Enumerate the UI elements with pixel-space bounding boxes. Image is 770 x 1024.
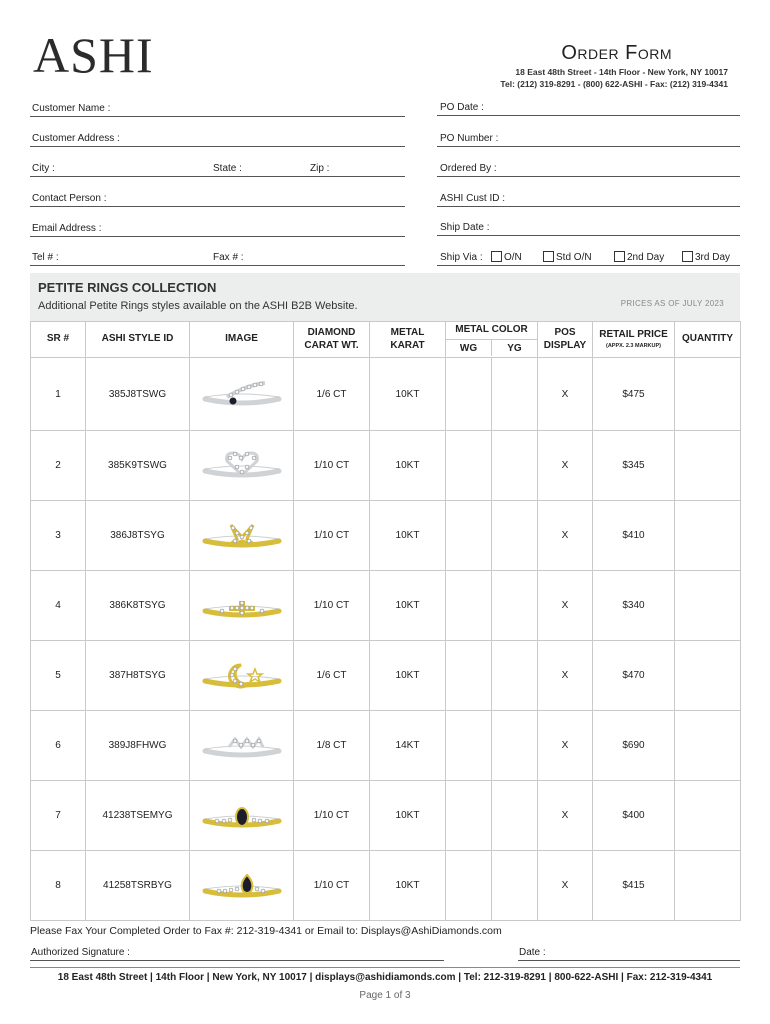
signature-field[interactable] [30, 945, 444, 961]
metal-color-label: METAL COLOR [445, 324, 538, 341]
pear-gem-ring-icon [197, 869, 287, 903]
row-carat: 1/10 CT [294, 781, 370, 851]
row-style-id: 385K9TSWG [86, 431, 190, 501]
footer-contact: 18 East 48th Street | 14th Floor | New York, NY 10017 | displays@ashidiamonds.com | Tel: 212-319-8291 | 800-622-ASHI | Fax: 212-319-4341 [57, 972, 713, 983]
row-pos-display: X [538, 781, 593, 851]
row-karat: 10KT [370, 431, 446, 501]
ordered-by-label: Ordered By : [440, 163, 497, 174]
customer-address-label: Customer Address : [32, 133, 120, 144]
row-sr: 2 [31, 431, 86, 501]
table-row [31, 431, 741, 501]
ordered-by-field[interactable] [437, 157, 740, 177]
header-metal-color [446, 322, 538, 358]
row-wg[interactable] [446, 501, 492, 571]
collection-banner [30, 273, 740, 321]
row-image [190, 851, 294, 921]
table-row [31, 641, 741, 711]
state-label: State : [213, 163, 242, 174]
row-wg[interactable] [446, 641, 492, 711]
row-retail-price: $415 [593, 851, 675, 921]
ashi-cust-id-field[interactable] [437, 187, 740, 207]
po-date-field[interactable] [437, 96, 740, 116]
row-quantity-input[interactable] [675, 711, 741, 781]
header-retail-price: RETAIL PRICE (APPX. 2.3 MARKUP) [593, 322, 675, 358]
row-style-id: 387H8TSYG [86, 641, 190, 711]
signature-label: Authorized Signature : [31, 947, 130, 958]
row-karat: 10KT [370, 501, 446, 571]
checkbox-icon[interactable] [682, 251, 693, 262]
email-label: Email Address : [32, 223, 102, 234]
customer-name-label: Customer Name : [32, 103, 111, 114]
po-number-field[interactable] [437, 127, 740, 147]
row-quantity-input[interactable] [675, 501, 741, 571]
header-sr: SR # [31, 322, 86, 358]
row-image [190, 571, 294, 641]
oval-gem-ring-icon [197, 799, 287, 833]
header-yg: YG [507, 343, 522, 354]
cross-ring-icon [197, 589, 287, 623]
header-image: IMAGE [190, 322, 294, 358]
row-carat: 1/6 CT [294, 641, 370, 711]
company-address: 18 East 48th Street - 14th Floor - New York, NY 10017 [515, 67, 728, 77]
row-pos-display: X [538, 501, 593, 571]
row-pos-display: X [538, 431, 593, 501]
collection-title: PETITE RINGS COLLECTION [38, 280, 217, 295]
row-sr: 8 [31, 851, 86, 921]
fax-label: Fax # : [213, 252, 244, 263]
row-style-id: 386K8TSYG [86, 571, 190, 641]
row-style-id: 386J8TSYG [86, 501, 190, 571]
row-quantity-input[interactable] [675, 851, 741, 921]
row-style-id: 41258TSRBYG [86, 851, 190, 921]
po-number-label: PO Number : [440, 133, 499, 144]
contact-person-label: Contact Person : [32, 193, 107, 204]
row-pos-display: X [538, 641, 593, 711]
table-row [31, 711, 741, 781]
row-sr: 7 [31, 781, 86, 851]
row-retail-price: $345 [593, 431, 675, 501]
row-karat: 10KT [370, 358, 446, 431]
ashi-cust-id-label: ASHI Cust ID : [440, 193, 506, 204]
email-field[interactable] [30, 217, 405, 237]
ship-via-field [437, 246, 740, 266]
po-date-label: PO Date : [440, 102, 484, 113]
tel-label: Tel # : [32, 252, 59, 263]
header-karat: METAL KARAT [370, 322, 446, 358]
row-style-id: 385J8TSWG [86, 358, 190, 431]
row-karat: 10KT [370, 571, 446, 641]
date-label: Date : [519, 947, 546, 958]
row-pos-display: X [538, 711, 593, 781]
row-image [190, 711, 294, 781]
checkbox-icon[interactable] [543, 251, 554, 262]
ship-via-label: Ship Via : [440, 252, 483, 263]
collection-subtitle: Additional Petite Rings styles available on the ASHI B2B Website. [38, 300, 358, 312]
row-sr: 3 [31, 501, 86, 571]
contact-person-field[interactable] [30, 187, 405, 207]
row-retail-price: $400 [593, 781, 675, 851]
row-quantity-input[interactable] [675, 571, 741, 641]
row-karat: 10KT [370, 781, 446, 851]
row-wg[interactable] [446, 781, 492, 851]
row-retail-price: $470 [593, 641, 675, 711]
butterfly-ring-icon [197, 519, 287, 553]
heart-ring-icon [197, 449, 287, 483]
row-retail-price: $475 [593, 358, 675, 431]
row-quantity-input[interactable] [675, 781, 741, 851]
bypass-ring-icon [197, 377, 287, 411]
row-style-id: 389J8FHWG [86, 711, 190, 781]
ship-option-on[interactable]: O/N [491, 251, 522, 263]
row-carat: 1/10 CT [294, 571, 370, 641]
fax-instruction: Please Fax Your Completed Order to Fax #: 212-319-4341 or Email to: Displays@AshiDiamonds.com [30, 925, 502, 937]
row-style-id: 41238TSEMYG [86, 781, 190, 851]
row-retail-price: $340 [593, 571, 675, 641]
ship-option-3rd-day[interactable]: 3rd Day [682, 251, 730, 263]
row-yg[interactable] [492, 358, 538, 431]
header-wg: WG [446, 340, 492, 356]
page-number: Page 1 of 3 [359, 990, 411, 1001]
checkbox-icon[interactable] [491, 251, 502, 262]
row-wg[interactable] [446, 851, 492, 921]
row-image [190, 641, 294, 711]
row-yg[interactable] [492, 641, 538, 711]
city-label: City : [32, 163, 55, 174]
row-carat: 1/10 CT [294, 431, 370, 501]
row-image [190, 781, 294, 851]
row-wg[interactable] [446, 431, 492, 501]
customer-address-field[interactable] [30, 127, 405, 147]
customer-name-field[interactable] [30, 97, 405, 117]
row-yg[interactable] [492, 501, 538, 571]
ship-date-label: Ship Date : [440, 222, 490, 233]
row-quantity-input[interactable] [675, 641, 741, 711]
company-phone: Tel: (212) 319-8291 - (800) 622-ASHI - Fax: (212) 319-4341 [500, 79, 728, 89]
row-karat: 10KT [370, 851, 446, 921]
row-sr: 1 [31, 358, 86, 431]
header-style-id: ASHI STYLE ID [86, 322, 190, 358]
row-sr: 6 [31, 711, 86, 781]
ship-option-2nd-day[interactable]: 2nd Day [614, 251, 664, 263]
row-pos-display: X [538, 571, 593, 641]
row-wg[interactable] [446, 358, 492, 431]
row-quantity-input[interactable] [675, 358, 741, 431]
row-yg[interactable] [492, 711, 538, 781]
table-row [31, 358, 741, 431]
tel-fax-field[interactable] [30, 246, 405, 266]
row-retail-price: $410 [593, 501, 675, 571]
table-row [31, 851, 741, 921]
table-row [31, 571, 741, 641]
row-pos-display: X [538, 851, 593, 921]
row-retail-price: $690 [593, 711, 675, 781]
table-header-row [31, 322, 741, 358]
row-image [190, 358, 294, 431]
row-sr: 4 [31, 571, 86, 641]
ashi-logo: ASHI [33, 27, 154, 83]
date-field[interactable] [518, 945, 740, 961]
checkbox-icon[interactable] [614, 251, 625, 262]
row-wg[interactable] [446, 711, 492, 781]
header-carat: DIAMOND CARAT WT. [294, 322, 370, 358]
header-pos-display: POS DISPLAY [538, 322, 593, 358]
row-carat: 1/6 CT [294, 358, 370, 431]
row-carat: 1/10 CT [294, 851, 370, 921]
row-quantity-input[interactable] [675, 431, 741, 501]
header-quantity: QUANTITY [675, 322, 741, 358]
row-karat: 10KT [370, 641, 446, 711]
row-pos-display: X [538, 358, 593, 431]
ship-date-field[interactable] [437, 216, 740, 236]
city-state-zip-field[interactable] [30, 157, 405, 177]
prices-note: PRICES AS OF JULY 2023 [620, 299, 724, 308]
table-row [31, 501, 741, 571]
row-yg[interactable] [492, 781, 538, 851]
row-carat: 1/8 CT [294, 711, 370, 781]
zip-label: Zip : [310, 163, 330, 174]
row-image [190, 501, 294, 571]
row-wg[interactable] [446, 571, 492, 641]
row-karat: 14KT [370, 711, 446, 781]
row-yg[interactable] [492, 851, 538, 921]
cluster-ring-icon [197, 729, 287, 763]
row-carat: 1/10 CT [294, 501, 370, 571]
moon-star-ring-icon [197, 659, 287, 693]
product-table [30, 321, 741, 921]
row-sr: 5 [31, 641, 86, 711]
row-yg[interactable] [492, 571, 538, 641]
page-title: Order Form [561, 42, 672, 64]
row-yg[interactable] [492, 431, 538, 501]
footer-divider [30, 967, 740, 968]
table-row [31, 781, 741, 851]
ship-option-std-on[interactable]: Std O/N [543, 251, 592, 263]
row-image [190, 431, 294, 501]
